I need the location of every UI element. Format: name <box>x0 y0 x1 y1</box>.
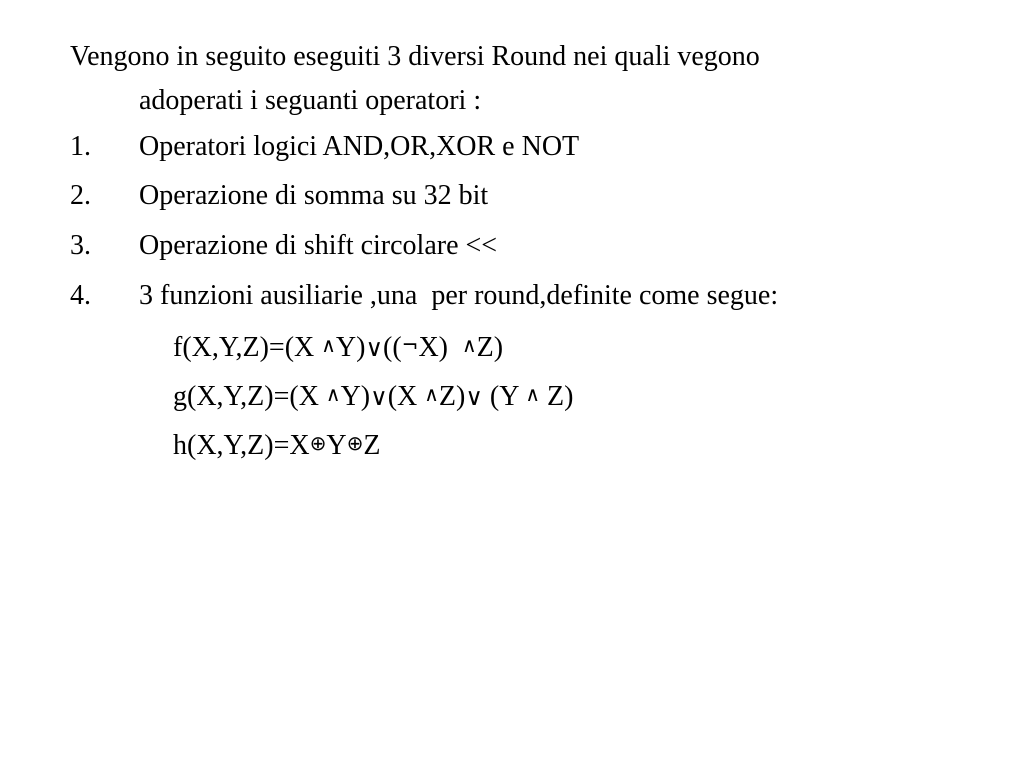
list-number-3: 3. <box>70 230 91 261</box>
and-symbol: ∧ <box>424 382 439 406</box>
and-symbol: ∧ <box>321 333 336 357</box>
function-f-part-3: (( <box>383 332 402 363</box>
list-number-1: 1. <box>70 131 91 162</box>
function-g-part-5: (Y <box>482 381 526 412</box>
function-f <box>173 329 503 364</box>
and-symbol: ∧ <box>461 333 477 357</box>
function-f-part-2: Y) <box>335 332 366 363</box>
function-g-part-6: Z) <box>540 381 574 412</box>
function-h-part-1: h(X,Y,Z)=X <box>173 430 310 461</box>
function-g-part-4: Z) <box>438 381 466 412</box>
function-h <box>173 427 380 462</box>
not-symbol: ¬ <box>401 333 419 357</box>
function-g-part-3: (X <box>387 381 425 412</box>
and-symbol: ∧ <box>325 382 341 406</box>
or-symbol: ∨ <box>465 383 483 411</box>
and-symbol: ∧ <box>525 382 541 406</box>
function-h-part-3: Z <box>363 430 381 461</box>
list-item-3: Operazione di shift circolare << <box>139 230 498 261</box>
xor-symbol: ⊕ <box>309 431 327 455</box>
function-g <box>173 378 573 413</box>
function-f-part-4: X) <box>418 332 462 363</box>
list-item-1: Operatori logici AND,OR,XOR e NOT <box>139 131 580 162</box>
intro-line-1: Vengono in seguito eseguiti 3 diversi Round nei quali vegono <box>70 41 760 72</box>
or-symbol: ∨ <box>365 334 384 362</box>
list-item-4: 3 funzioni ausiliarie ,una per round,definite come segue: <box>139 280 779 311</box>
function-f-part-1: f(X,Y,Z)=(X <box>173 332 322 363</box>
list-number-2: 2. <box>70 180 91 211</box>
or-symbol: ∨ <box>370 383 388 411</box>
list-number-4: 4. <box>70 280 91 311</box>
function-f-part-5: Z) <box>476 332 504 363</box>
intro-line-2: adoperati i seguanti operatori : <box>139 85 482 116</box>
xor-symbol: ⊕ <box>346 431 364 455</box>
function-g-part-1: g(X,Y,Z)=(X <box>173 381 326 412</box>
list-item-2: Operazione di somma su 32 bit <box>139 180 489 211</box>
function-g-part-2: Y) <box>340 381 371 412</box>
function-h-part-2: Y <box>326 430 347 461</box>
